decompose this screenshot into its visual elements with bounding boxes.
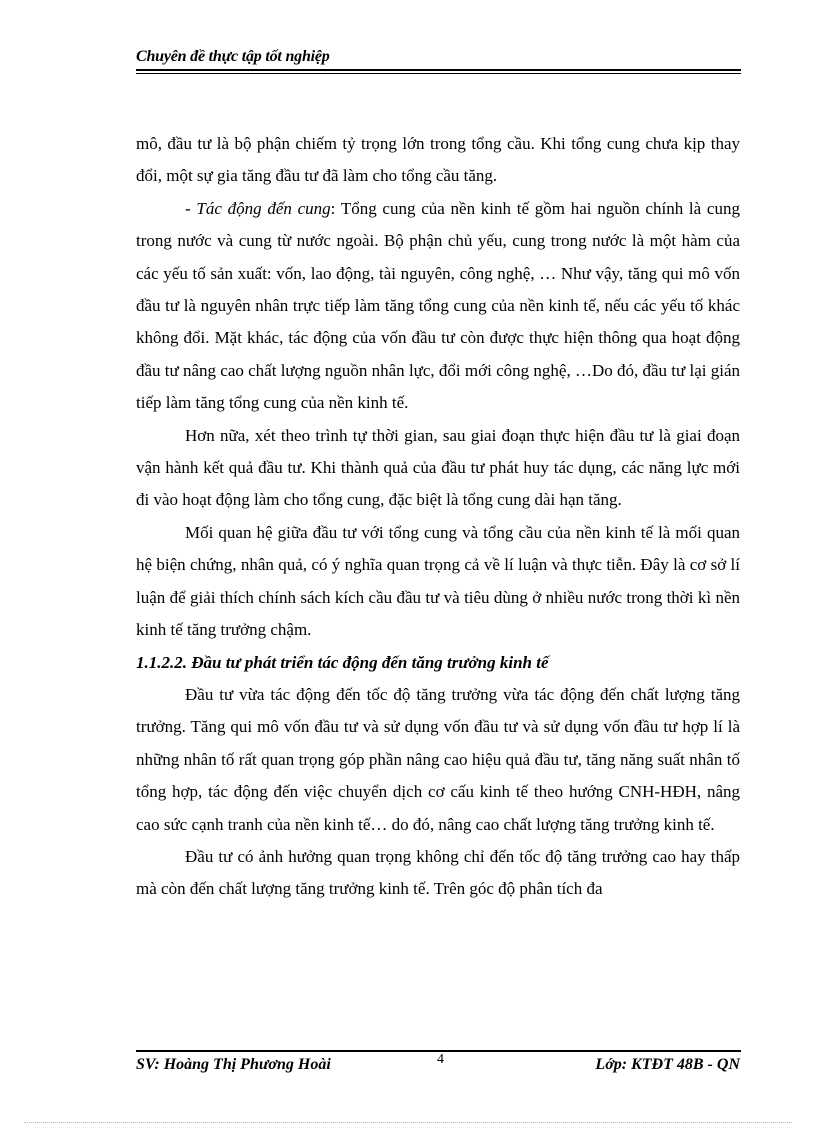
footer-class: Lớp: KTĐT 48B - QN bbox=[595, 1056, 740, 1073]
paragraph-2 bbox=[136, 193, 740, 420]
page-header-title: Chuyên đề thực tập tốt nghiệp bbox=[136, 48, 330, 65]
paragraph-2-text: : Tổng cung của nền kinh tế gồm hai nguồn chính là cung trong nước và cung từ nước ngoài. Bộ phận chủ yếu, cung trong nước là một hàm của các yếu tố sản xuất: vốn, lao động, tài nguyên, công nghệ, … Như vậy, tăng qui mô vốn đầu tư là nguyên nhân trực tiếp làm tăng tổng cung của nền kinh tế, nếu các yếu tố khác không đổi. Mặt khác, tác động của vốn đầu tư còn được thực hiện thông qua hoạt động đầu tư nâng cao chất lượng nguồn nhân lực, đổi mới công nghệ, …Do đó, đầu tư lại gián tiếp làm tăng tổng cung của nền kinh tế. bbox=[136, 198, 740, 413]
paragraph-5: Đầu tư vừa tác động đến tốc độ tăng trưởng vừa tác động đến chất lượng tăng trưởng. Tăng qui mô vốn đầu tư và sử dụng vốn đầu tư và sử dụng vốn đầu tư hợp lí là những nhân tố rất quan trọng góp phần nâng cao hiệu quả đầu tư, tăng năng suất nhân tố tổng hợp, tác động đến việc chuyển dịch cơ cấu kinh tế theo hướng CNH-HĐH, nâng cao sức cạnh tranh của nền kinh tế… do đó, nâng cao chất lượng tăng trưởng kinh tế. bbox=[136, 684, 740, 834]
header-rule-thin bbox=[136, 73, 741, 74]
paragraph-2-lead: - bbox=[185, 198, 197, 218]
header-rule-thick bbox=[136, 69, 741, 71]
page-number: 4 bbox=[437, 1052, 444, 1067]
paragraph-2-italic-term: Tác động đến cung bbox=[196, 198, 331, 218]
paragraph-6: Đầu tư có ảnh hưởng quan trọng không chỉ đến tốc độ tăng trưởng cao hay thấp mà còn đến chất lượng tăng trưởng kinh tế. Trên góc độ phân tích đa bbox=[136, 846, 740, 899]
footer-student-name: SV: Hoàng Thị Phương Hoài bbox=[136, 1056, 331, 1073]
paragraph-1: mô, đầu tư là bộ phận chiếm tỷ trọng lớn trong tổng cầu. Khi tổng cung chưa kịp thay đổi, một sự gia tăng đầu tư đã làm cho tổng cầu tăng. bbox=[136, 134, 740, 186]
paragraph-4: Mối quan hệ giữa đầu tư với tổng cung và tổng cầu của nền kinh tế là mối quan hệ biện chứng, nhân quả, có ý nghĩa quan trọng cả về lí luận và thực tiễn. Đây là cơ sở lí luận để giải thích chính sách kích cầu đầu tư và tiêu dùng ở nhiều nước trong thời kì nền kinh tế tăng trưởng chậm. bbox=[136, 522, 740, 640]
paragraph-3: Hơn nữa, xét theo trình tự thời gian, sau giai đoạn thực hiện đầu tư là giai đoạn vận hành kết quả đầu tư. Khi thành quả của đầu tư phát huy tác dụng, các năng lực mới đi vào hoạt động làm cho tổng cung, đặc biệt là tổng cung dài hạn tăng. bbox=[136, 425, 740, 510]
document-body bbox=[136, 128, 740, 906]
section-heading: 1.1.2.2. Đầu tư phát triển tác động đến tăng trưởng kinh tế bbox=[136, 652, 549, 672]
